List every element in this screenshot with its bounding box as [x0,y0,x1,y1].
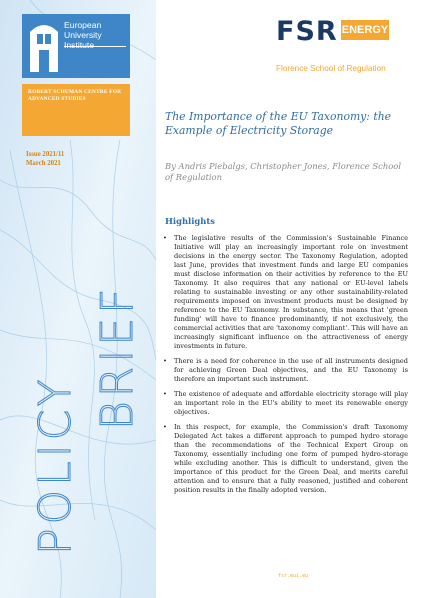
divider [64,46,126,47]
rscas-box [22,84,130,136]
issue-info [26,150,136,168]
energy-badge: ENERGY [341,20,389,40]
issue-date: March 2021 [26,160,61,167]
fsr-logo [270,14,412,86]
bullet-icon: • [163,357,167,365]
list-item [160,234,408,351]
bullet-icon: • [163,390,167,398]
school-name: Florence School of Regulation [276,64,386,73]
article-authors: By Andris Piebalgs, Christopher Jones, Florence School of Regulation [165,161,401,182]
bullet-text: The existence of adequate and affordable electricity storage will play an important role in the EU's ability to meet its renewable energy objectives. [174,390,408,416]
bullet-text: The legislative results of the Commission's Sustainable Finance Initiative will play an increasingly important role on investment decisions in the energy sector. The Taxonomy Regulation, adopted last June, provides that investment funds and large EU companies must disclose information on their activities by reference to the EU Taxonomy. It also requires that any national or EU-level labels relating to sustainable investing or any other sustainability-related requirements imposed on investment products must be designed by reference to the EU Taxonomy. In substance, this means that 'green funding' will have to finance predominantly, if not exclusively, the commercial activities that are 'taxonomy compliant'. This will have an increasingly significant influence on the attractiveness of energy investments in future. [174,234,408,350]
article-title: The Importance of the EU Taxonomy: the Example of Electricity Storage [165,110,392,137]
eui-logo-box [22,14,130,78]
vertical-policy-text: POLICY [30,375,81,555]
bullet-icon: • [163,423,167,431]
centre-name: ROBERT SCHUMAN CENTRE FOR ADVANCED STUDIES [28,89,122,102]
highlights-heading: Highlights [165,216,215,226]
issue-number: Issue 2021/11 [26,151,65,158]
fsr-wordmark: FSR [276,16,338,47]
footer-url: fsr.eui.eu [278,573,309,579]
bullet-icon: • [163,234,167,242]
list-item [160,357,408,384]
bullet-text: There is a need for coherence in the use of all instruments designed for achieving Green Deal objectives, and the EU Taxonomy is therefore an important such instrument. [174,357,408,383]
bullet-text: In this respect, for example, the Commission's draft Taxonomy Delegated Act takes a different approach to pumped hydro storage than the recommendations of the Technical Expert Group on Taxonomy, essentially including one form of pumped hydro-storage while excluding another. This is difficult to understand, given the importance of this product for the Green Deal, and merits careful attention and to ensure that a fully reasoned, justified and coherent position results in the finally adopted version. [174,423,408,494]
eui-building-icon [28,18,60,74]
institution-name: European University Institute [64,20,102,51]
list-item [160,423,408,495]
list-item [160,390,408,417]
sidebar [0,0,156,598]
highlights-list [160,234,408,501]
vertical-brief-text: BRIEF [92,284,143,430]
